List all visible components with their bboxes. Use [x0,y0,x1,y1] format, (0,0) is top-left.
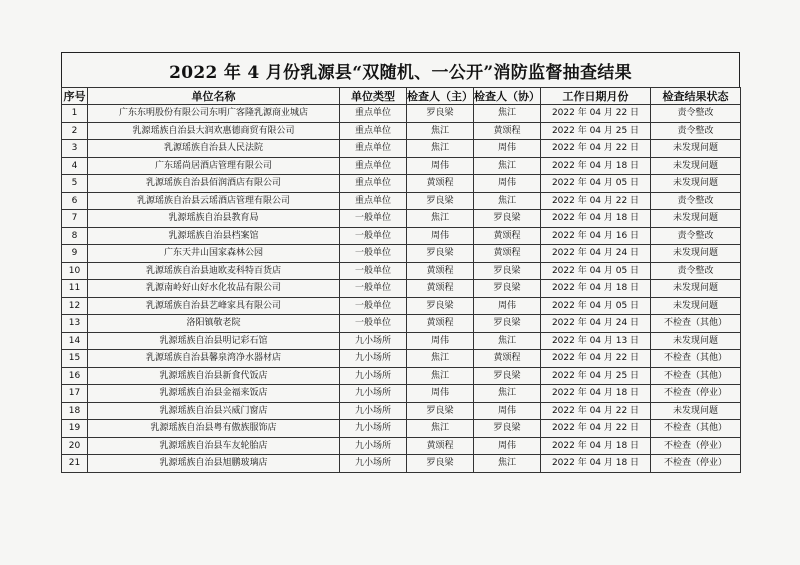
header-inspector-assist: 检查人（协） [474,88,541,105]
cell-result-status: 不检查（其他） [651,315,741,333]
cell-result-status: 未发现问题 [651,140,741,158]
header-unit-name: 单位名称 [88,88,340,105]
cell-inspector-main: 罗良梁 [407,297,474,315]
table-row [62,367,741,385]
header-work-date: 工作日期月份 [541,88,651,105]
cell-work-date: 2022 年 04 月 18 日 [541,437,651,455]
document-title: 2022 年 4 月份乳源县“双随机、一公开”消防监督抽查结果 [61,52,740,87]
cell-unit-type: 一般单位 [340,210,407,228]
cell-index: 21 [62,455,88,473]
table-row [62,245,741,263]
cell-unit-type: 一般单位 [340,227,407,245]
cell-inspector-main: 罗良梁 [407,402,474,420]
cell-index: 5 [62,175,88,193]
table-row [62,350,741,368]
cell-unit-name: 乳源瑶族自治县新食代饭店 [88,367,340,385]
cell-result-status: 未发现问题 [651,245,741,263]
cell-unit-type: 重点单位 [340,175,407,193]
header-index: 序号 [62,88,88,105]
cell-inspector-assist: 周伟 [474,297,541,315]
table-row [62,192,741,210]
cell-work-date: 2022 年 04 月 24 日 [541,245,651,263]
cell-unit-type: 九小场所 [340,367,407,385]
cell-unit-name: 洛阳镇敬老院 [88,315,340,333]
table-row [62,420,741,438]
cell-index: 4 [62,157,88,175]
header-inspector-main: 检查人（主） [407,88,474,105]
cell-result-status: 未发现问题 [651,297,741,315]
table-row [62,455,741,473]
cell-inspector-main: 焦江 [407,350,474,368]
cell-result-status: 未发现问题 [651,175,741,193]
cell-index: 1 [62,105,88,123]
cell-work-date: 2022 年 04 月 18 日 [541,455,651,473]
table-row [62,227,741,245]
table-row [62,297,741,315]
cell-inspector-main: 周伟 [407,157,474,175]
cell-index: 10 [62,262,88,280]
cell-work-date: 2022 年 04 月 18 日 [541,210,651,228]
cell-inspector-assist: 罗良梁 [474,210,541,228]
cell-index: 18 [62,402,88,420]
cell-inspector-assist: 周伟 [474,140,541,158]
table-row [62,332,741,350]
cell-unit-type: 一般单位 [340,297,407,315]
cell-result-status: 未发现问题 [651,280,741,298]
cell-inspector-assist: 焦江 [474,105,541,123]
cell-unit-type: 九小场所 [340,455,407,473]
cell-unit-name: 乳源瑶族自治县粤有傲族服饰店 [88,420,340,438]
cell-inspector-assist: 周伟 [474,437,541,455]
cell-unit-type: 重点单位 [340,105,407,123]
cell-inspector-main: 焦江 [407,420,474,438]
cell-index: 15 [62,350,88,368]
cell-work-date: 2022 年 04 月 13 日 [541,332,651,350]
cell-inspector-main: 罗良梁 [407,105,474,123]
cell-index: 14 [62,332,88,350]
cell-unit-type: 重点单位 [340,192,407,210]
cell-inspector-main: 罗良梁 [407,245,474,263]
cell-inspector-main: 黄颂程 [407,315,474,333]
cell-unit-type: 一般单位 [340,280,407,298]
cell-inspector-assist: 罗良梁 [474,262,541,280]
cell-inspector-main: 罗良梁 [407,455,474,473]
cell-work-date: 2022 年 04 月 18 日 [541,385,651,403]
table-row [62,157,741,175]
cell-unit-name: 乳源瑶族自治县明记彩石馆 [88,332,340,350]
cell-unit-name: 乳源瑶族自治县大润欢惠德商贸有限公司 [88,122,340,140]
cell-work-date: 2022 年 04 月 22 日 [541,105,651,123]
cell-result-status: 不检查（其他） [651,420,741,438]
cell-work-date: 2022 年 04 月 18 日 [541,280,651,298]
cell-unit-name: 广东东明股份有限公司东明广客隆乳源商业城店 [88,105,340,123]
cell-index: 6 [62,192,88,210]
cell-result-status: 未发现问题 [651,332,741,350]
cell-index: 11 [62,280,88,298]
cell-inspector-assist: 黄颂程 [474,227,541,245]
cell-unit-type: 一般单位 [340,245,407,263]
cell-unit-name: 乳源瑶族自治县迪欧麦科特百货店 [88,262,340,280]
cell-unit-name: 乳源瑶族自治县馨泉湾净水器材店 [88,350,340,368]
cell-inspector-assist: 周伟 [474,402,541,420]
cell-work-date: 2022 年 04 月 05 日 [541,297,651,315]
cell-inspector-main: 周伟 [407,385,474,403]
table-row [62,140,741,158]
cell-unit-name: 乳源南岭好山好水化妆品有限公司 [88,280,340,298]
table-row [62,315,741,333]
cell-inspector-assist: 罗良梁 [474,367,541,385]
cell-work-date: 2022 年 04 月 22 日 [541,192,651,210]
cell-unit-type: 九小场所 [340,332,407,350]
cell-unit-name: 乳源瑶族自治县人民法院 [88,140,340,158]
cell-inspector-assist: 罗良梁 [474,280,541,298]
cell-result-status: 责令整改 [651,122,741,140]
cell-inspector-main: 黄颂程 [407,262,474,280]
cell-inspector-main: 黄颂程 [407,437,474,455]
cell-inspector-assist: 黄颂程 [474,245,541,263]
cell-inspector-assist: 黄颂程 [474,350,541,368]
cell-index: 2 [62,122,88,140]
cell-inspector-assist: 罗良梁 [474,420,541,438]
cell-result-status: 责令整改 [651,192,741,210]
cell-inspector-main: 黄颂程 [407,175,474,193]
cell-inspector-main: 黄颂程 [407,280,474,298]
table-row [62,262,741,280]
cell-unit-type: 九小场所 [340,350,407,368]
document-sheet [61,52,740,473]
cell-unit-type: 一般单位 [340,315,407,333]
cell-inspector-assist: 焦江 [474,192,541,210]
cell-work-date: 2022 年 04 月 05 日 [541,175,651,193]
cell-work-date: 2022 年 04 月 05 日 [541,262,651,280]
cell-unit-type: 重点单位 [340,140,407,158]
cell-unit-type: 九小场所 [340,420,407,438]
cell-index: 12 [62,297,88,315]
cell-unit-name: 广东瑶尚居酒店管理有限公司 [88,157,340,175]
table-row [62,175,741,193]
cell-work-date: 2022 年 04 月 22 日 [541,350,651,368]
cell-unit-name: 乳源瑶族自治县旭鹏玻璃店 [88,455,340,473]
cell-result-status: 责令整改 [651,262,741,280]
cell-work-date: 2022 年 04 月 22 日 [541,140,651,158]
cell-work-date: 2022 年 04 月 24 日 [541,315,651,333]
cell-inspector-main: 焦江 [407,140,474,158]
cell-result-status: 不检查（其他） [651,367,741,385]
cell-index: 7 [62,210,88,228]
cell-unit-name: 乳源瑶族自治县车友轮胎店 [88,437,340,455]
cell-inspector-main: 周伟 [407,332,474,350]
cell-index: 20 [62,437,88,455]
cell-result-status: 不检查（停业） [651,455,741,473]
cell-work-date: 2022 年 04 月 16 日 [541,227,651,245]
cell-work-date: 2022 年 04 月 22 日 [541,402,651,420]
table-row [62,437,741,455]
cell-work-date: 2022 年 04 月 25 日 [541,367,651,385]
table-row [62,122,741,140]
cell-inspector-main: 焦江 [407,210,474,228]
table-row [62,105,741,123]
cell-result-status: 未发现问题 [651,210,741,228]
cell-inspector-assist: 周伟 [474,175,541,193]
header-result-status: 检查结果状态 [651,88,741,105]
cell-unit-type: 一般单位 [340,262,407,280]
cell-inspector-main: 焦江 [407,367,474,385]
cell-unit-name: 乳源瑶族自治县金福来饭店 [88,385,340,403]
cell-unit-name: 乳源瑶族自治县云瑶酒店管理有限公司 [88,192,340,210]
cell-index: 3 [62,140,88,158]
cell-inspector-main: 罗良梁 [407,192,474,210]
header-unit-type: 单位类型 [340,88,407,105]
inspection-results-table [61,87,741,473]
cell-unit-type: 九小场所 [340,437,407,455]
cell-unit-type: 重点单位 [340,122,407,140]
cell-index: 16 [62,367,88,385]
table-row [62,280,741,298]
table-row [62,402,741,420]
cell-result-status: 责令整改 [651,105,741,123]
cell-index: 19 [62,420,88,438]
cell-index: 9 [62,245,88,263]
cell-inspector-main: 周伟 [407,227,474,245]
cell-unit-type: 九小场所 [340,402,407,420]
cell-inspector-assist: 焦江 [474,385,541,403]
cell-unit-name: 乳源瑶族自治县兴威门窗店 [88,402,340,420]
cell-inspector-assist: 焦江 [474,157,541,175]
table-row [62,385,741,403]
cell-result-status: 未发现问题 [651,402,741,420]
cell-inspector-assist: 罗良梁 [474,315,541,333]
cell-unit-name: 广东天井山国家森林公园 [88,245,340,263]
cell-index: 17 [62,385,88,403]
cell-index: 13 [62,315,88,333]
cell-inspector-assist: 焦江 [474,332,541,350]
cell-unit-name: 乳源瑶族自治县佰润酒店有限公司 [88,175,340,193]
table-body [62,105,741,473]
cell-result-status: 责令整改 [651,227,741,245]
cell-work-date: 2022 年 04 月 22 日 [541,420,651,438]
cell-unit-type: 重点单位 [340,157,407,175]
cell-unit-name: 乳源瑶族自治县档案馆 [88,227,340,245]
cell-work-date: 2022 年 04 月 25 日 [541,122,651,140]
cell-result-status: 不检查（停业） [651,437,741,455]
cell-unit-name: 乳源瑶族自治县教育局 [88,210,340,228]
cell-index: 8 [62,227,88,245]
cell-unit-name: 乳源瑶族自治县艺峰家具有限公司 [88,297,340,315]
cell-result-status: 不检查（停业） [651,385,741,403]
cell-inspector-main: 焦江 [407,122,474,140]
cell-inspector-assist: 黄颂程 [474,122,541,140]
cell-inspector-assist: 焦江 [474,455,541,473]
cell-unit-type: 九小场所 [340,385,407,403]
cell-work-date: 2022 年 04 月 18 日 [541,157,651,175]
table-header-row [62,88,741,105]
table-row [62,210,741,228]
cell-result-status: 未发现问题 [651,157,741,175]
cell-result-status: 不检查（其他） [651,350,741,368]
